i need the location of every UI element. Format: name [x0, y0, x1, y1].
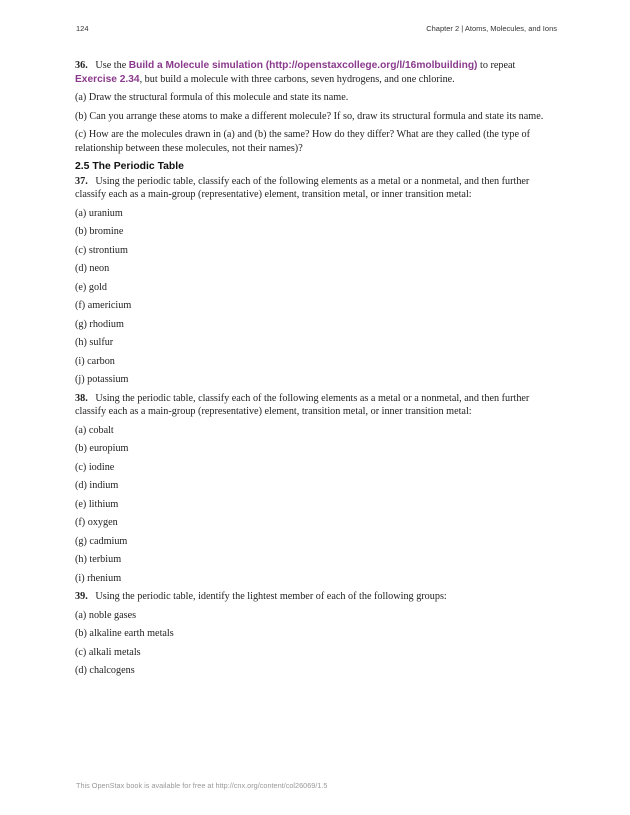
list-item: (a) noble gases [75, 609, 137, 621]
question-number: 36. [75, 60, 88, 71]
q39-list [75, 609, 560, 678]
question-number: 39. [75, 591, 88, 602]
question-38 [75, 392, 560, 419]
question-number: 38. [75, 392, 88, 404]
question-36 [75, 59, 560, 86]
question-text: Using the periodic table, classify each of the following elements as a metal or a nonmetal, and then further classify each as a main-group (representative) element, transition metal, or inner transition metal: [75, 175, 530, 200]
list-item: (b) alkaline earth metals [75, 628, 174, 639]
list-item: (h) terbium [75, 554, 122, 565]
list-item: (d) neon [75, 263, 110, 274]
question-part: (c) How are the molecules drawn in (a) and (b) the same? How do they differ? What are they called (the type of relationship between these molecules, not their names)? [75, 129, 531, 154]
list-item: (a) uranium [75, 207, 123, 219]
list-item: (c) iodine [75, 461, 115, 473]
question-37 [75, 175, 560, 202]
list-item: (h) sulfur [75, 337, 114, 348]
question-text: Use the [95, 60, 129, 71]
list-item: (f) americium [75, 300, 132, 311]
question-text: , but build a molecule with three carbons, seven hydrogens, and one chlorine. [139, 73, 455, 85]
list-item: (j) potassium [75, 374, 129, 385]
list-item: (i) carbon [75, 355, 115, 367]
question-part: (a) Draw the structural formula of this molecule and state its name. [75, 92, 349, 103]
q37-list [75, 207, 560, 387]
question-text: Using the periodic table, classify each of the following elements as a metal or a nonmetal, and then further classify each as a main-group (representative) element, transition metal, or inner transition metal: [75, 392, 530, 417]
list-item: (b) europium [75, 443, 129, 454]
build-molecule-link[interactable]: Build a Molecule simulation (http://openstaxcollege.org/l/16molbuilding) [128, 60, 478, 71]
list-item: (d) chalcogens [75, 665, 135, 676]
list-item: (e) lithium [75, 498, 119, 510]
q38-list [75, 424, 560, 586]
list-item: (e) gold [75, 281, 107, 293]
list-item: (b) bromine [75, 226, 124, 237]
page-footer: This OpenStax book is available for free at http://cnx.org/content/col26069/1.5 [76, 781, 328, 790]
list-item: (g) rhodium [75, 318, 124, 330]
question-text: Using the periodic table, identify the lightest member of each of the following groups: [95, 591, 447, 602]
list-item: (c) strontium [75, 244, 128, 256]
question-part: (b) Can you arrange these atoms to make a different molecule? If so, draw its structural formula and state its name. [75, 110, 544, 122]
page-number: 124 [76, 24, 89, 33]
page-content [75, 59, 560, 683]
list-item: (d) indium [75, 480, 119, 491]
section-heading: 2.5 The Periodic Table [75, 161, 184, 172]
question-text: to repeat [477, 60, 516, 71]
list-item: (f) oxygen [75, 517, 118, 528]
list-item: (i) rhenium [75, 572, 122, 584]
list-item: (g) cadmium [75, 535, 128, 547]
question-39 [75, 590, 560, 604]
list-item: (c) alkali metals [75, 646, 141, 658]
list-item: (a) cobalt [75, 424, 114, 436]
question-number: 37. [75, 175, 88, 187]
chapter-header: Chapter 2 | Atoms, Molecules, and Ions [426, 24, 557, 33]
exercise-link[interactable]: Exercise 2.34 [75, 73, 140, 85]
